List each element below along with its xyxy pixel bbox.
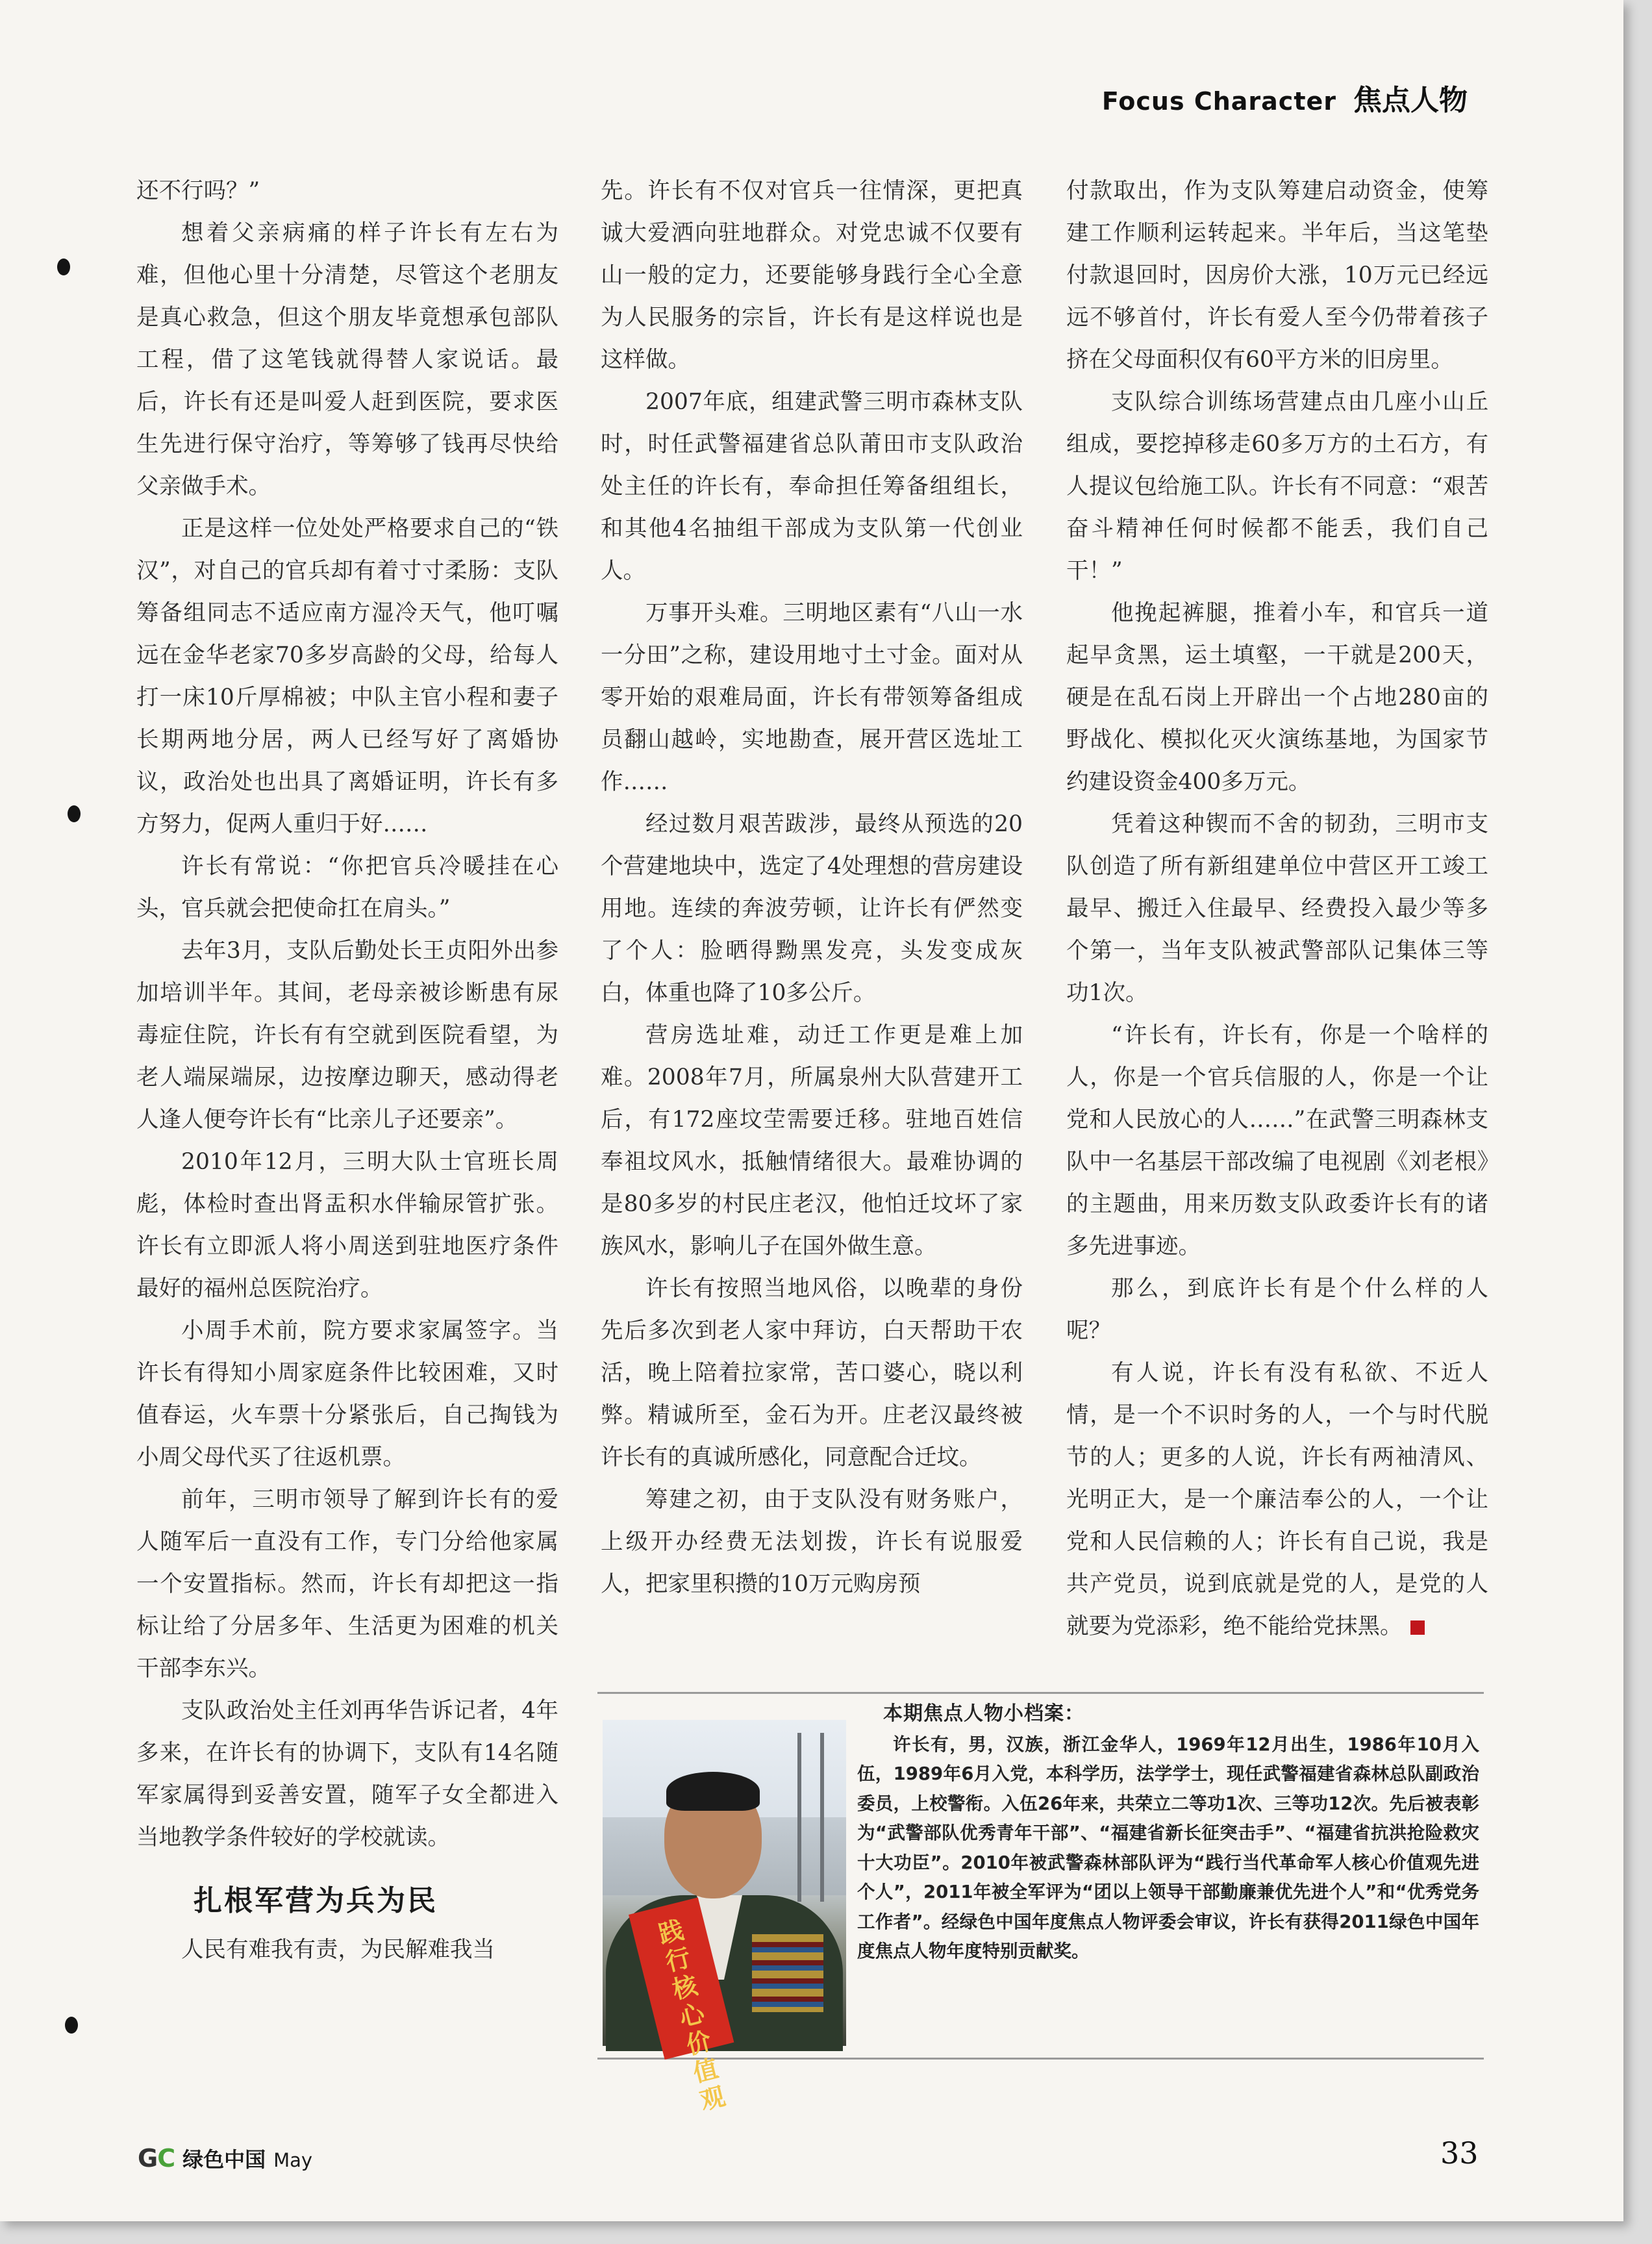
page-number: 33 xyxy=(1440,2136,1479,2171)
paragraph: 2007年底，组建武警三明市森林支队时，时任武警福建省总队莆田市支队政治处主任的许长有，奉命担任筹备组组长，和其他4名抽组干部成为支队第一代创业人。 xyxy=(601,389,1023,584)
issue-month: May xyxy=(273,2149,313,2171)
article-column-1 xyxy=(136,170,558,1971)
paragraph: 支队政治处主任刘再华告诉记者，4年多来，在许长有的协调下，支队有14名随军家属得到妥善安置，随军子女全都进入当地教学条件较好的学校就读。 xyxy=(136,1698,558,1850)
section-header-english: Focus Character xyxy=(1101,87,1336,116)
paragraph: 筹建之初，由于支队没有财务账户，上级开办经费无法划拨，许长有说服爱人，把家里积攒的10万元购房预 xyxy=(601,1487,1023,1597)
profile-text xyxy=(857,1694,1479,1967)
paragraph: 小周手术前，院方要求家属签字。当许长有得知小周家庭条件比较困难，又时值春运，火车票十分紧张后，自己掏钱为小周父母代买了往返机票。 xyxy=(136,1318,558,1470)
paragraph: 正是这样一位处处严格要求自己的“铁汉”，对自己的官兵却有着寸寸柔肠：支队筹备组同志不适应南方湿冷天气，他叮嘱远在金华老家70多岁高龄的父母，给每人打一床10斤厚棉被；中队主官小程和妻子长期两地分居，两人已经写好了离婚协议，政治处也出具了离婚证明，许长有多方努力，促两人重归于好…… xyxy=(136,516,558,837)
photo-sash-text: 践行核心价值观 xyxy=(655,1915,729,2116)
section-subheading: 扎根军营为兵为民 xyxy=(194,1884,438,1917)
profile-box xyxy=(597,1692,1484,2116)
profile-title: 本期焦点人物小档案： xyxy=(883,1702,1084,1725)
paragraph: 付款取出，作为支队筹建启动资金，使筹建工作顺利运转起来。半年后，当这笔垫付款退回时，因房价大涨，10万元已经远远不够首付，许长有爱人至今仍带着孩子挤在父母面积仅有60平方米的旧房里。 xyxy=(1066,178,1488,373)
paragraph: 许长有常说：“你把官兵冷暖挂在心头，官兵就会把使命扛在肩头。” xyxy=(136,853,558,922)
binder-hole-bottom xyxy=(65,2017,78,2034)
gc-logo-icon xyxy=(138,2144,175,2173)
paragraph: 想着父亲病痛的样子许长有左右为难，但他心里十分清楚，尽管这个老朋友是真心救急，但这个朋友毕竟想承包部队工程，借了这笔钱就得替人家说话。最后，许长有还是叫爱人赶到医院，要求医生先进行保守治疗，等筹够了钱再尽快给父亲做手术。 xyxy=(136,220,558,499)
paragraph: 许长有按照当地风俗，以晚辈的身份先后多次到老人家中拜访，白天帮助干农活，晚上陪着拉家常，苦口婆心，晓以利弊。精诚所至，金石为开。庄老汉最终被许长有的真诚所感化，同意配合迁坟。 xyxy=(601,1276,1023,1470)
paragraph: 人民有难我有责，为民解难我当 xyxy=(181,1937,495,1963)
paragraph: 他挽起裤腿，推着小车，和官兵一道起早贪黑，运土填壑，一干就是200天，硬是在乱石岗上开辟出一个占地280亩的野战化、模拟化灭火演练基地，为国家节约建设资金400多万元。 xyxy=(1066,600,1488,795)
photo-lamp-pole xyxy=(797,1733,801,1902)
paragraph: 2010年12月，三明大队士官班长周彪，体检时查出肾盂积水伴输尿管扩张。许长有立即派人将小周送到驻地医疗条件最好的福州总医院治疗。 xyxy=(136,1149,558,1302)
paragraph: 去年3月，支队后勤处长王贞阳外出参加培训半年。其间，老母亲被诊断患有尿毒症住院，许长有有空就到医院看望，为老人端屎端尿，边按摩边聊天，感动得老人逢人便夸许长有“比亲儿子还要亲”。 xyxy=(136,938,558,1133)
magazine-logo xyxy=(138,2143,312,2173)
photo-hair xyxy=(666,1772,760,1811)
paragraph: 万事开头难。三明地区素有“八山一水一分田”之称，建设用地寸土寸金。面对从零开始的艰难局面，许长有带领筹备组成员翻山越岭，实地勘查，展开营区选址工作…… xyxy=(601,600,1023,795)
magazine-name: 绿色中国 xyxy=(182,2147,266,2172)
article-column-3 xyxy=(1066,170,1488,1648)
binder-hole-middle xyxy=(68,805,81,822)
logo-letter-g: G xyxy=(138,2144,158,2173)
profile-body: 许长有，男，汉族，浙江金华人，1969年12月出生，1986年10月入伍，1989年6月入党，本科学历，法学学士，现任武警福建省森林总队副政治委员，上校警衔。入伍26年来，共荣立二等功1次、三等功12次。先后被表彰为“武警部队优秀青年干部”、“福建省新长征突击手”、“福建省抗洪抢险救灾十大功臣”。2010年被武警森林部队评为“践行当代革命军人核心价值观先进个人”，2011年被全军评为“团以上领导干部勤廉兼优先进个人”和“优秀党务工作者”。经绿色中国年度焦点人物评委会审议，许长有获得2011绿色中国年度焦点人物年度特别贡献奖。 xyxy=(857,1733,1479,1961)
paragraph: 凭着这种锲而不舍的韧劲，三明市支队创造了所有新组建单位中营区开工竣工最早、搬迁入住最早、经费投入最少等多个第一，当年支队被武警部队记集体三等功1次。 xyxy=(1066,811,1488,1006)
paragraph-text: 有人说，许长有没有私欲、不近人情，是一个不识时务的人，一个与时代脱节的人；更多的人说，许长有两袖清风、光明正大，是一个廉洁奉公的人，一个让党和人民信赖的人；许长有自己说，我是共产党员，说到底就是党的人，是党的人就要为党添彩，绝不能给党抹黑。 xyxy=(1066,1360,1488,1639)
section-header xyxy=(1102,77,1468,118)
paragraph: 前年，三明市领导了解到许长有的爱人随军后一直没有工作，专门分给他家属一个安置指标。然而，许长有却把这一指标让给了分居多年、生活更为困难的机关干部李东兴。 xyxy=(136,1487,558,1682)
logo-letter-c: C xyxy=(157,2144,175,2173)
photo-lamp-pole xyxy=(820,1733,824,1902)
binder-hole-top xyxy=(57,258,70,275)
article-column-2 xyxy=(601,170,1023,1606)
paragraph: 支队综合训练场营建点由几座小山丘组成，要挖掉移走60多万方的土石方，有人提议包给施工队。许长有不同意：“艰苦奋斗精神任何时候都不能丢，我们自己干！” xyxy=(1066,389,1488,584)
paragraph: “许长有，许长有，你是一个啥样的人，你是一个官兵信服的人，你是一个让党和人民放心的人……”在武警三明森林支队中一名基层干部改编了电视剧《刘老根》的主题曲，用来历数支队政委许长有的诸多先进事迹。 xyxy=(1066,1022,1488,1259)
portrait-photo xyxy=(603,1720,846,2116)
end-mark-icon xyxy=(1410,1620,1425,1635)
paragraph: 还不行吗？” xyxy=(136,178,260,204)
paragraph: 先。许长有不仅对官兵一往情深，更把真诚大爱洒向驻地群众。对党忠诚不仅要有山一般的定力，还要能够身践行全心全意为人民服务的宗旨，许长有是这样说也是这样做。 xyxy=(601,178,1023,373)
paragraph: 经过数月艰苦跋涉，最终从预选的20个营建地块中，选定了4处理想的营房建设用地。连续的奔波劳顿，让许长有俨然变了个人：脸晒得黝黑发亮，头发变成灰白，体重也降了10多公斤。 xyxy=(601,811,1023,1006)
photo-medals xyxy=(752,1934,823,2012)
paragraph: 营房选址难，动迁工作更是难上加难。2008年7月，所属泉州大队营建开工后，有172座坟茔需要迁移。驻地百姓信奉祖坟风水，抵触情绪很大。最难协调的是80多岁的村民庄老汉，他怕迁坟坏了家族风水，影响儿子在国外做生意。 xyxy=(601,1022,1023,1259)
paragraph: 那么，到底许长有是个什么样的人呢？ xyxy=(1066,1276,1488,1344)
paragraph xyxy=(1066,1352,1488,1648)
section-header-chinese: 焦点人物 xyxy=(1353,84,1468,117)
